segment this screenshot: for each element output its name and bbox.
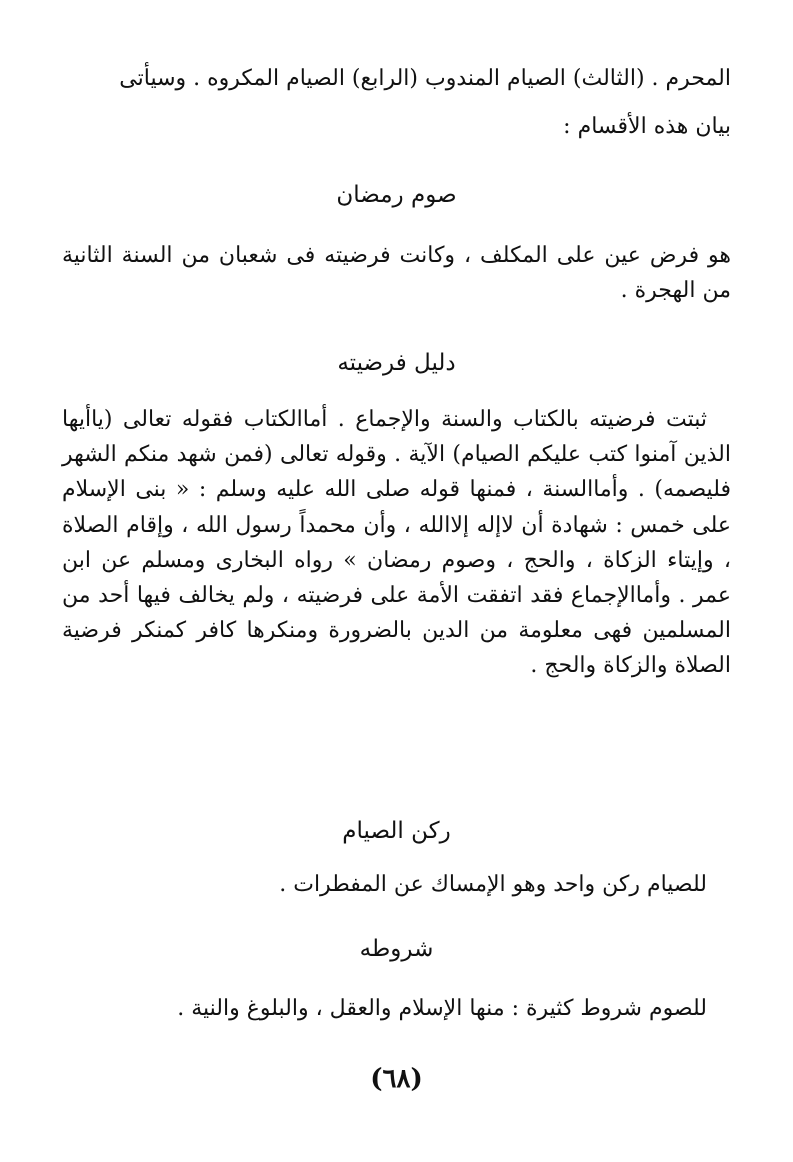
paragraph-conditions: للصوم شروط كثيرة : منها الإسلام والعقل ، والبلوغ والنية . bbox=[177, 996, 707, 1021]
section-heading-evidence: دليل فرضيته bbox=[337, 350, 456, 376]
paragraph-ramadan-fast: هو فرض عين على المكلف ، وكانت فرضيته فى شعبان من السنة الثانية من الهجرة . bbox=[62, 243, 731, 304]
section-heading-conditions: شروطه bbox=[359, 936, 434, 962]
intro-line-1: المحرم . (الثالث) الصيام المندوب (الرابع) الصيام المكروه . وسيأتى bbox=[119, 66, 731, 91]
page-number: (٦٨) bbox=[370, 1064, 423, 1094]
paragraph-evidence: ثبتت فرضيته بالكتاب والسنة والإجماع . أماالكتاب فقوله تعالى (ياأيها الذين آمنوا كتب عليكم الصيام) الآية . وقوله تعالى (فمن شهد منكم الشهر فليصمه) . وأماالسنة ، فمنها قوله صلى الله عليه وسلم : « بنى الإسلام على خمس : شهادة أن لاإله إلاالله ، وأن محمداً رسول الله ، وإقام الصلاة ، وإيتاء الزكاة ، والحج ، وصوم رمضان » رواه البخارى ومسلم عن ابن عمر . وأماالإجماع فقد اتفقت الأمة على فرضيته ، ولم يخالف فيها أحد من المسلمين فهى معلومة من الدين بالضرورة ومنكرها كافر كمنكر فرضية الصلاة والزكاة والحج . bbox=[62, 407, 731, 679]
paragraph-pillar: للصيام ركن واحد وهو الإمساك عن المفطرات . bbox=[279, 872, 707, 897]
intro-line-2: بيان هذه الأقسام : bbox=[563, 114, 731, 139]
section-heading-ramadan-fast: صوم رمضان bbox=[336, 182, 457, 208]
section-heading-pillar: ركن الصيام bbox=[342, 818, 451, 844]
